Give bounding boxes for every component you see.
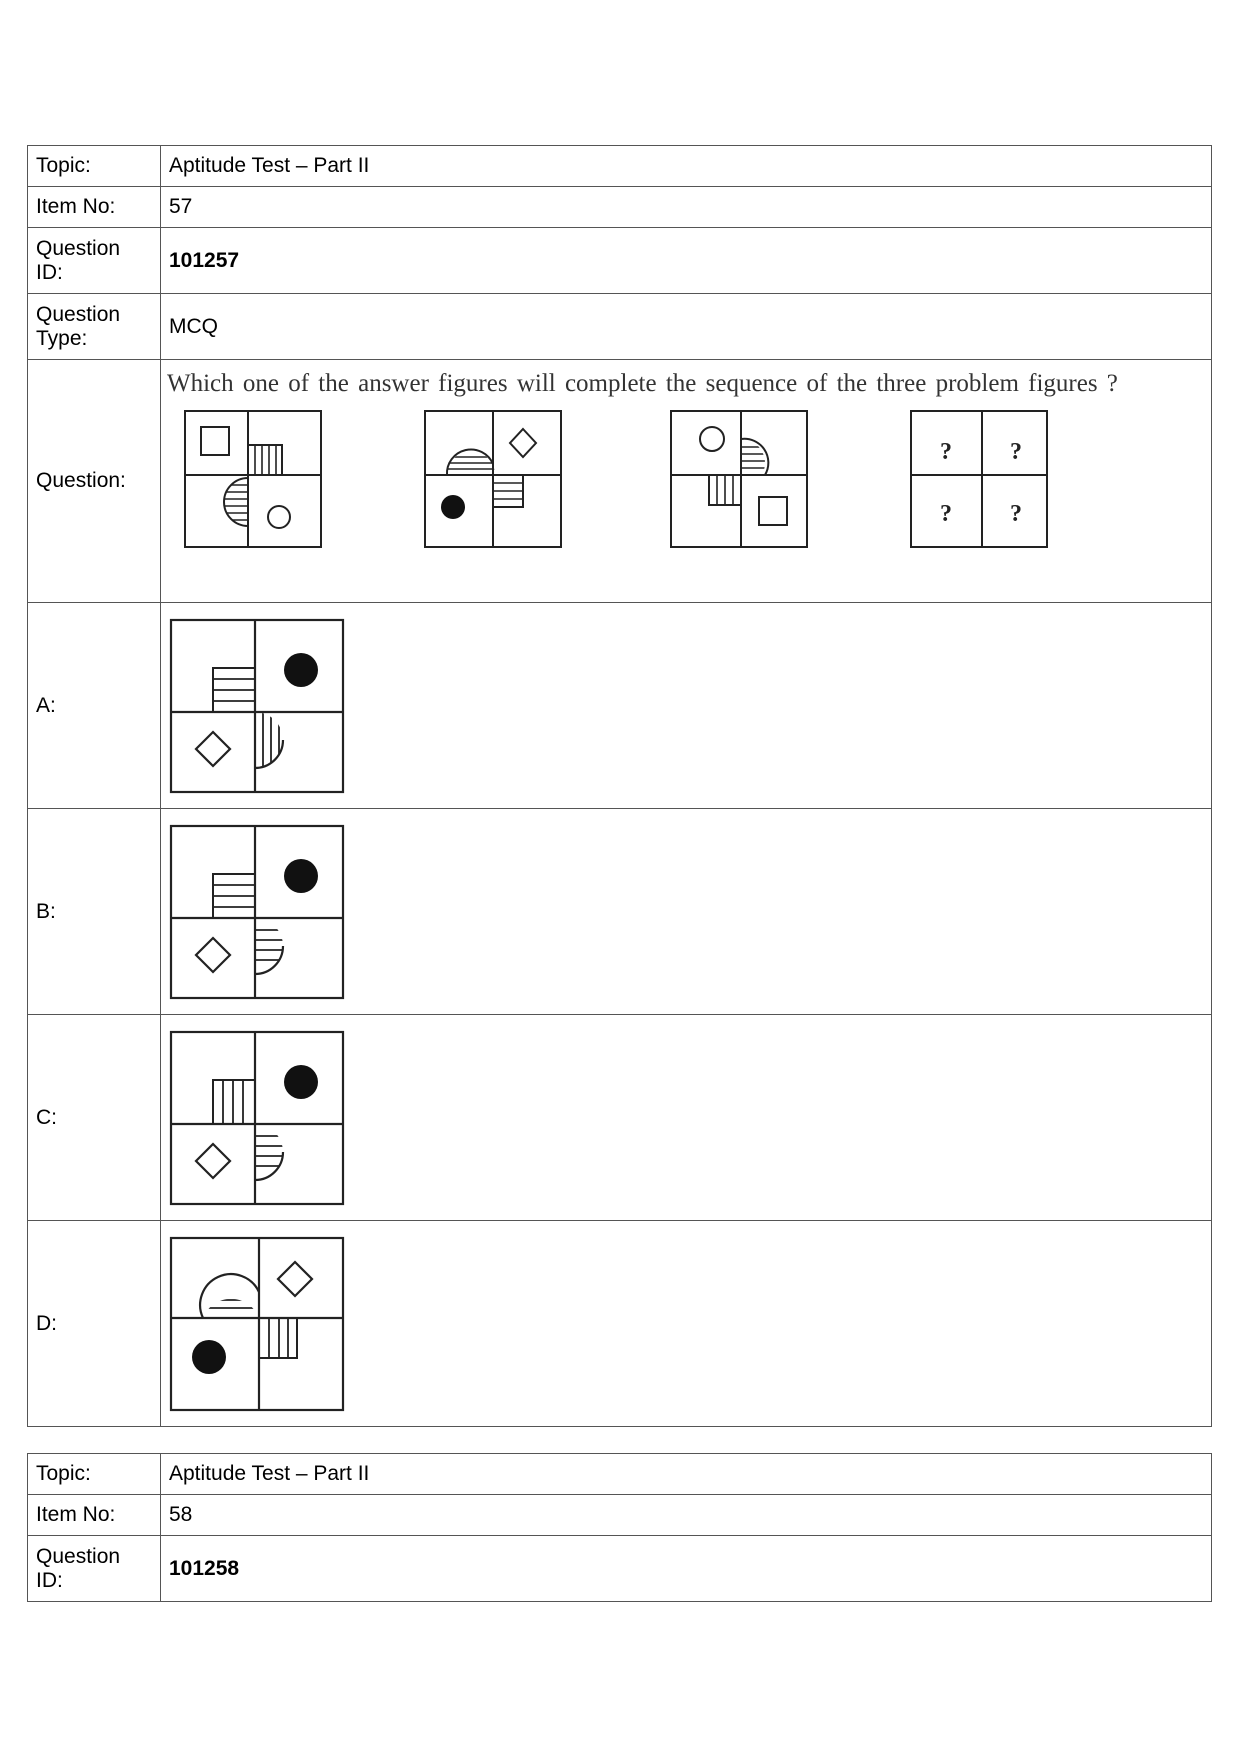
problem-figures xyxy=(161,399,1211,549)
problem-figure-3 xyxy=(669,409,809,549)
item-label: Item No: xyxy=(28,1495,161,1536)
topic-value: Aptitude Test – Part II xyxy=(161,1454,1212,1495)
question-text: Which one of the answer figures will complete the sequence of the three problem figures ? xyxy=(167,370,1118,397)
item-label: Item No: xyxy=(28,187,161,228)
option-d-label: D: xyxy=(28,1221,161,1427)
topic-label: Topic: xyxy=(28,146,161,187)
question-type-value: MCQ xyxy=(161,294,1212,360)
problem-figure-2 xyxy=(423,409,563,549)
option-b-cell[interactable] xyxy=(161,809,1212,1015)
problem-figure-1 xyxy=(183,409,323,549)
question-id-label: Question ID: xyxy=(28,228,161,294)
option-b-figure[interactable] xyxy=(169,824,345,1000)
option-c-cell[interactable] xyxy=(161,1015,1212,1221)
problem-figure-unknown xyxy=(909,409,1049,549)
option-d-cell[interactable] xyxy=(161,1221,1212,1427)
question-cell xyxy=(161,360,1212,603)
question-id-value: 101257 xyxy=(161,228,1212,294)
item-value: 57 xyxy=(161,187,1212,228)
question-id-label: Question ID: xyxy=(28,1536,161,1602)
question-58-table xyxy=(27,1453,1212,1602)
question-57-table xyxy=(27,145,1212,1427)
option-c-label: C: xyxy=(28,1015,161,1221)
question-mark-1: ? xyxy=(940,439,952,466)
option-a-figure[interactable] xyxy=(169,618,345,794)
topic-label: Topic: xyxy=(28,1454,161,1495)
question-mark-4: ? xyxy=(1010,501,1022,528)
question-mark-2: ? xyxy=(1010,439,1022,466)
question-id-value: 101258 xyxy=(161,1536,1212,1602)
item-value: 58 xyxy=(161,1495,1212,1536)
question-label: Question: xyxy=(28,360,161,603)
question-type-label: Question Type: xyxy=(28,294,161,360)
option-a-cell[interactable] xyxy=(161,603,1212,809)
option-a-label: A: xyxy=(28,603,161,809)
option-c-figure[interactable] xyxy=(169,1030,345,1206)
question-mark-3: ? xyxy=(940,501,952,528)
option-b-label: B: xyxy=(28,809,161,1015)
topic-value: Aptitude Test – Part II xyxy=(161,146,1212,187)
option-d-figure[interactable] xyxy=(169,1236,345,1412)
